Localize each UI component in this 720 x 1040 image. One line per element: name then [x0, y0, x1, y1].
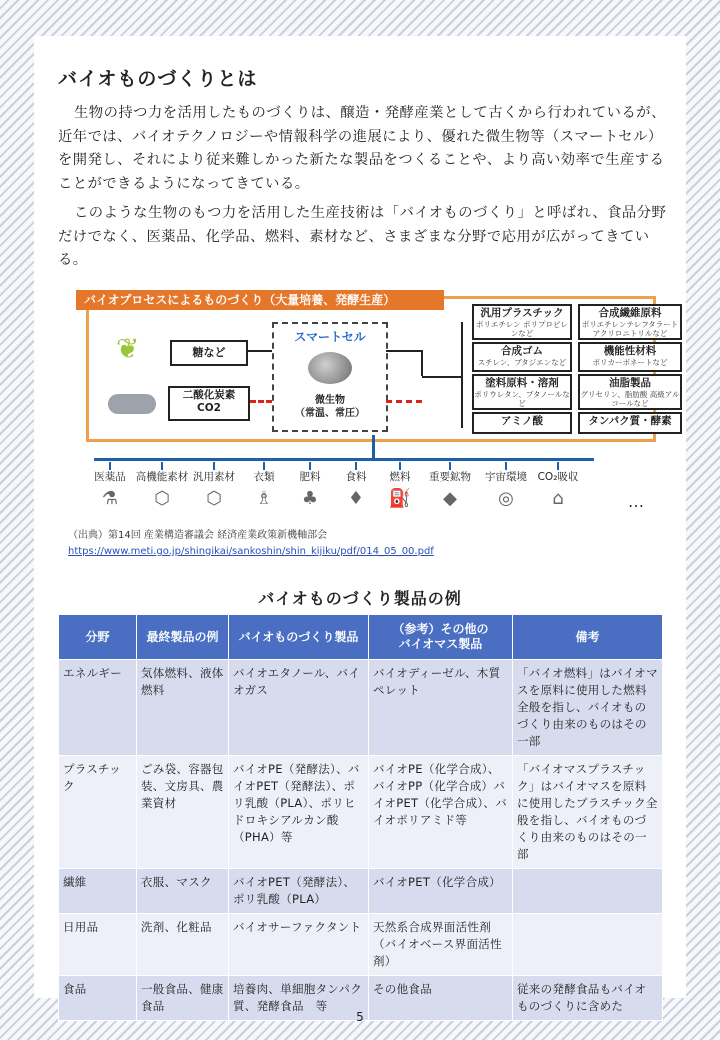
cell-bio-product: 培養肉、単細胞タンパク質、発酵食品 等 [229, 976, 369, 1021]
fuel-can-icon: ⛽ [388, 488, 412, 509]
bio-process-diagram [72, 292, 680, 512]
category-advanced-material: 高機能素材 ⬡ [132, 462, 192, 510]
cell-final-product: 衣服、マスク [137, 869, 229, 914]
meat-icon: ♦ [347, 488, 365, 509]
page-number: 5 [356, 1010, 364, 1024]
cell-bio-product: バイオエタノール、バイオガス [229, 660, 369, 756]
category-food: 食料 ♦ [326, 462, 386, 510]
category-fuel: 燃料 ⛽ [370, 462, 430, 510]
header-field: 分野 [59, 615, 137, 660]
product-amino-acid: アミノ酸 [472, 412, 572, 434]
cell-notes: 「バイオマスプラスチック」はバイオマスを原料に使用したプラスチック全般を指し、バイオものづくり由来のものはその一部 [513, 756, 663, 869]
cell-notes [513, 914, 663, 976]
cell-notes: 従来の発酵食品もバイオものづくりに含めた [513, 976, 663, 1021]
factory-icon: ⌂ [552, 488, 564, 509]
smart-cell-box [272, 322, 388, 432]
cell-field: 日用品 [59, 914, 137, 976]
cell-other-biomass: バイオPET（化学合成） [369, 869, 513, 914]
cell-field: プラスチック [59, 756, 137, 869]
sugar-arrow [248, 350, 272, 352]
cell-field: エネルギー [59, 660, 137, 756]
cell-other-biomass: バイオディーゼル、木質ペレット [369, 660, 513, 756]
cell-bio-product: バイオPET（発酵法）、ポリ乳酸（PLA） [229, 869, 369, 914]
medicine-icon: ⚗ [101, 488, 119, 509]
distribution-stem [372, 435, 375, 459]
co2-input: 二酸化炭素 CO2 [168, 386, 250, 421]
cell-field: 食品 [59, 976, 137, 1021]
source-note: （出典）第14回 産業構造審議会 経済産業政策新機軸部会 https://www.meti.go.jp/shingikai/sankoshin/shin_kijiku/pdf/014_05_00.pdf [68, 530, 434, 557]
more-categories: … [628, 492, 644, 511]
hexagon-icon: ⬡ [154, 488, 170, 509]
flow-line-down [421, 350, 423, 376]
table-row [59, 756, 663, 869]
distribution-bar [94, 458, 594, 461]
category-fertilizer: 肥料 ♣ [280, 462, 340, 510]
co2-arrow [250, 400, 272, 403]
planet-icon: ◎ [498, 488, 514, 509]
category-clothing: 衣類 ♗ [234, 462, 294, 510]
molecule-icon: ⬡ [206, 488, 222, 509]
microbe-label: 微生物 （常温、常圧） [295, 395, 365, 419]
product-oil-fat: 油脂製品 グリセリン、脂肪酸 高級アルコールなど [578, 374, 682, 410]
table-header-row [59, 615, 663, 660]
crystal-icon: ◆ [443, 488, 457, 509]
plant-icon: ❦ [116, 332, 140, 365]
sack-icon: ♣ [301, 488, 319, 509]
table-row [59, 869, 663, 914]
table-title: バイオものづくり製品の例 [258, 589, 462, 608]
flow-line-top [386, 350, 422, 352]
cell-final-product: 一般食品、健康食品 [137, 976, 229, 1021]
header-other-biomass: （参考）その他の バイオマス製品 [369, 615, 513, 660]
document-page [34, 36, 686, 1024]
product-functional-material: 機能性材料 ポリカーボネートなど [578, 342, 682, 372]
products-bracket [461, 322, 463, 428]
cell-bio-product: バイオサーファクタント [229, 914, 369, 976]
cell-other-biomass: 天然系合成界面活性剤（バイオベース界面活性剤） [369, 914, 513, 976]
cell-field: 繊維 [59, 869, 137, 914]
category-medicine: 医薬品 ⚗ [80, 462, 140, 510]
cell-final-product: 気体燃料、液体燃料 [137, 660, 229, 756]
paragraph-2: このような生物のもつ力を活用した生産技術は「バイオものづくり」と呼ばれ、食品分野だけでなく、医薬品、化学品、燃料、素材など、さまざまな分野で応用が広がってきている。 [58, 205, 667, 268]
category-critical-minerals: 重要鉱物 ◆ [420, 462, 480, 510]
smart-cell-label: スマートセル [294, 330, 366, 344]
cloud-icon [108, 394, 156, 414]
table-row [59, 660, 663, 756]
category-co2-absorption: CO₂吸収 ⌂ [528, 462, 588, 510]
product-paint-solvent: 塗料原料・溶剤 ポリウレタン、ブタノールなど [472, 374, 572, 410]
header-notes: 備考 [513, 615, 663, 660]
category-space: 宇宙環境 ◎ [476, 462, 536, 510]
table-row [59, 914, 663, 976]
cell-other-biomass: バイオPE（化学合成）、バイオPP（化学合成）バイオPET（化学合成）、バイオポリアミド等 [369, 756, 513, 869]
paragraph-1: 生物の持つ力を活用したものづくりは、醸造・発酵産業として古くから行われているが、近年では、バイオテクノロジーや情報科学の進展により、優れた微生物等（スマートセル）を開発し、それにより従来難しかった新たな製品をつくることや、より高い効率で生産することができるようになってきている。 [58, 105, 666, 192]
header-final-product: 最終製品の例 [137, 615, 229, 660]
category-general-material: 汎用素材 ⬡ [184, 462, 244, 510]
process-header: バイオプロセスによるものづくり（大量培養、発酵生産） [76, 290, 444, 310]
cell-final-product: 洗剤、化粧品 [137, 914, 229, 976]
shirt-icon: ♗ [255, 488, 273, 509]
source-link[interactable]: https://www.meti.go.jp/shingikai/sankoshin/shin_kijiku/pdf/014_05_00.pdf [68, 546, 434, 557]
flow-red-line [386, 400, 422, 403]
cell-final-product: ごみ袋、容器包装、文房具、農業資材 [137, 756, 229, 869]
cell-notes [513, 869, 663, 914]
product-general-plastic: 汎用プラスチック ポリエチレン ポリプロピレンなど [472, 304, 572, 340]
microbe-image [308, 352, 352, 384]
sugar-input: 糖など [170, 340, 248, 366]
flow-arrow [422, 376, 462, 378]
page-title: バイオものづくりとは [58, 68, 258, 90]
product-synthetic-fiber: 合成繊維原料 ポリエチレンテレフタラート アクリロニトリルなど [578, 304, 682, 340]
product-synthetic-rubber: 合成ゴム スチレン、ブタジエンなど [472, 342, 572, 372]
header-bio-product: バイオものづくり製品 [229, 615, 369, 660]
products-table [58, 614, 663, 1021]
product-protein-enzyme: タンパク質・酵素 [578, 412, 682, 434]
cell-other-biomass: その他食品 [369, 976, 513, 1021]
cell-notes: 「バイオ燃料」はバイオマスを原料に使用した燃料全般を指し、バイオものづくり由来のものはその一部 [513, 660, 663, 756]
cell-bio-product: バイオPE（発酵法）、バイオPET（発酵法）、ポリ乳酸（PLA）、ポリヒドロキシアルカン酸（PHA）等 [229, 756, 369, 869]
